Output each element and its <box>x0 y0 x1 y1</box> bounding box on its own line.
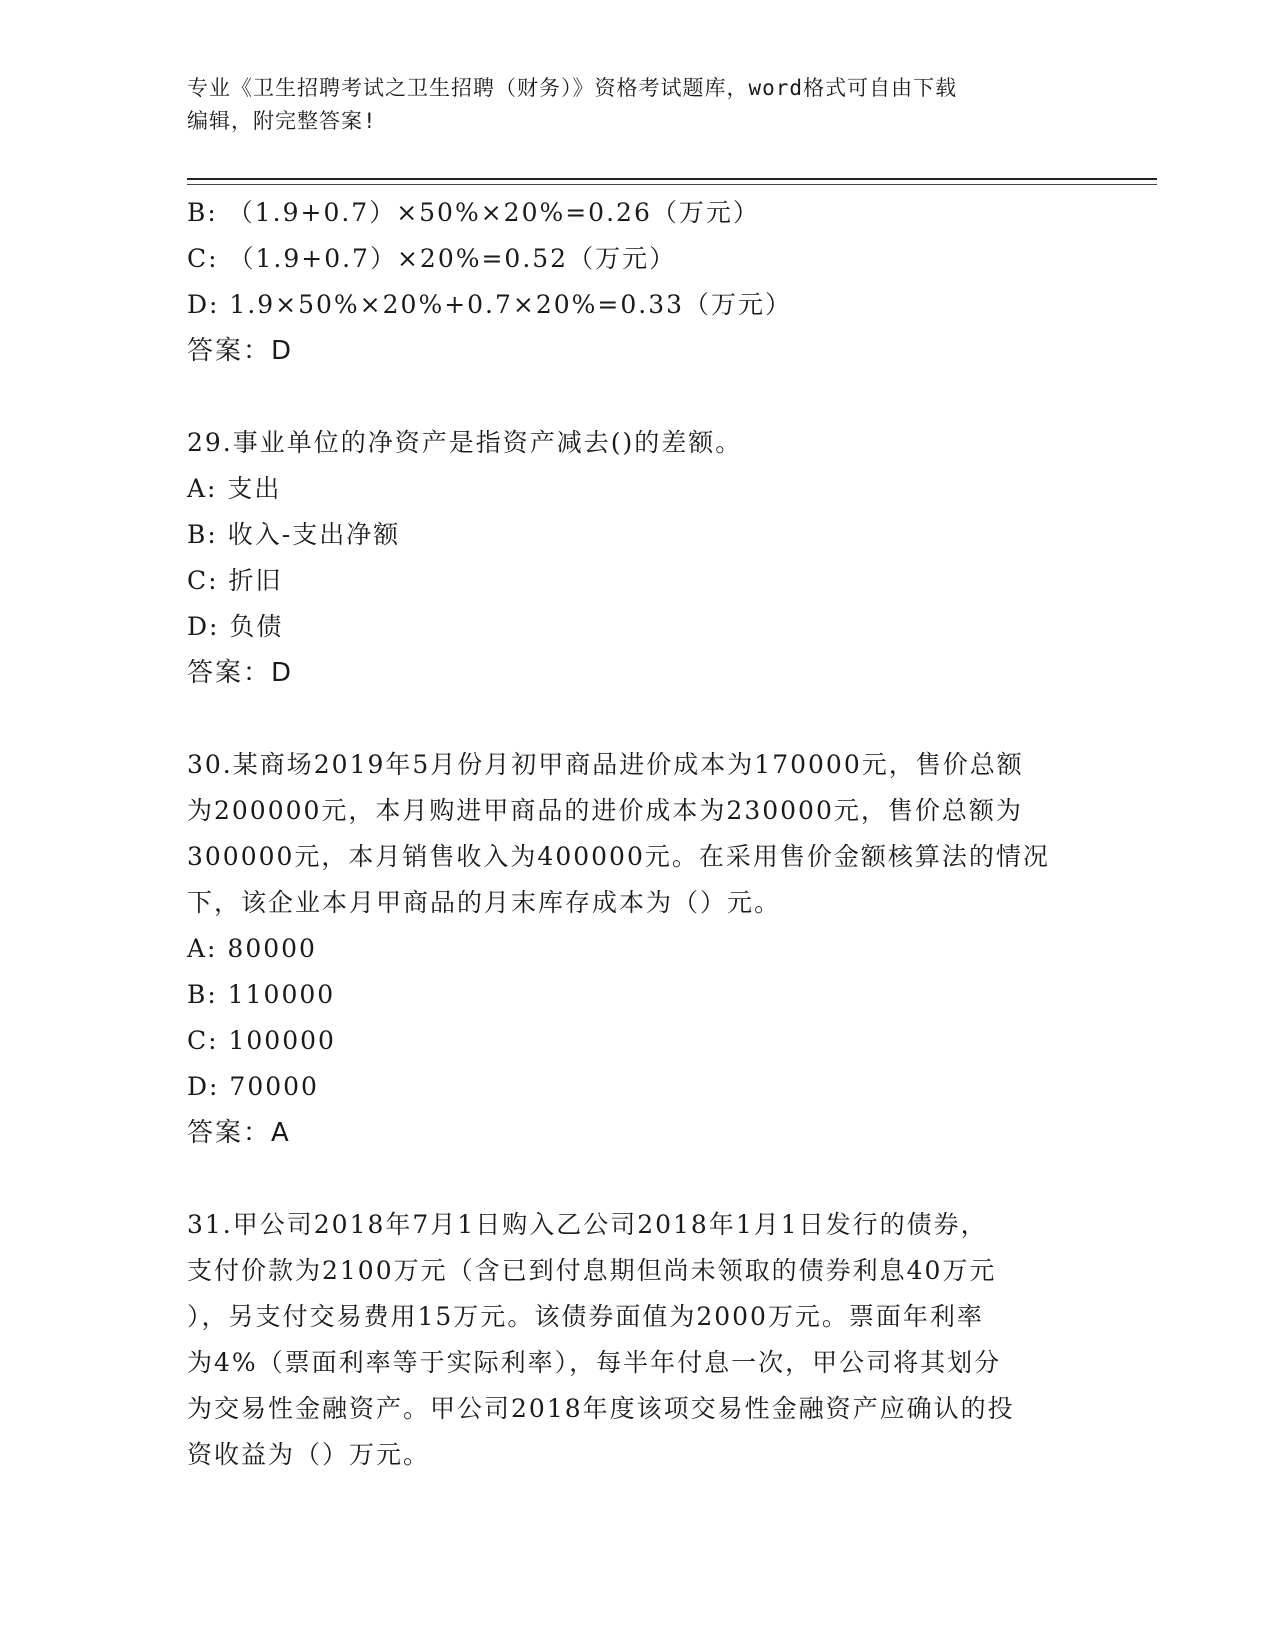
option-c: C: （1.9+0.7）×20%=0.52（万元） <box>187 244 677 273</box>
option-d: D: 负债 <box>187 612 284 641</box>
question-text-line-4: 为4%（票面利率等于实际利率），每半年付息一次，甲公司将其划分 <box>187 1348 1002 1377</box>
question-text-line-1: 30.某商场2019年5月份月初甲商品进价成本为170000元，售价总额 <box>187 750 1024 779</box>
option-d: D: 70000 <box>187 1072 319 1101</box>
answer-line: 答案：A <box>187 1118 291 1148</box>
header-divider-thin <box>187 184 1157 185</box>
question-28-continued <box>187 190 1087 374</box>
question-text-line-5: 为交易性金融资产。甲公司2018年度该项交易性金融资产应确认的投 <box>187 1394 1015 1423</box>
answer-line: 答案：D <box>187 658 294 688</box>
question-text-line-6: 资收益为（）万元。 <box>187 1440 431 1469</box>
option-a: A: 80000 <box>187 934 317 963</box>
question-text-line-3: 300000元，本月销售收入为400000元。在采用售价金额核算法的情况 <box>187 842 1050 871</box>
question-text-line-2: 为200000元，本月购进甲商品的进价成本为230000元，售价总额为 <box>187 796 1023 825</box>
question-text-line-2: 支付价款为2100万元（含已到付息期但尚未领取的债券利息40万元 <box>187 1256 997 1285</box>
header-line-1: 专业《卫生招聘考试之卫生招聘（财务）》资格考试题库，word格式可自由下载 <box>187 76 958 100</box>
question-31 <box>187 1202 1087 1478</box>
question-30 <box>187 742 1087 1156</box>
document-header <box>187 72 1087 138</box>
option-a: A: 支出 <box>187 474 282 503</box>
header-divider-thick <box>187 178 1157 180</box>
question-text: 29.事业单位的净资产是指资产减去()的差额。 <box>187 428 743 457</box>
option-b: B: 收入-支出净额 <box>187 520 401 549</box>
document-body <box>187 190 1087 1478</box>
option-c: C: 折旧 <box>187 566 283 595</box>
question-text-line-4: 下，该企业本月甲商品的月末库存成本为（）元。 <box>187 888 782 917</box>
question-29 <box>187 420 1087 696</box>
option-b: B: 110000 <box>187 980 336 1009</box>
question-text-line-3: ），另支付交易费用15万元。该债券面值为2000万元。票面年利率 <box>187 1302 984 1331</box>
option-d: D: 1.9×50%×20%+0.7×20%=0.33（万元） <box>187 290 793 319</box>
header-line-2: 编辑，附完整答案! <box>187 109 377 133</box>
answer-line: 答案：D <box>187 336 294 366</box>
question-text-line-1: 31.甲公司2018年7月1日购入乙公司2018年1月1日发行的债券， <box>187 1210 988 1239</box>
option-c: C: 100000 <box>187 1026 336 1055</box>
option-b: B: （1.9+0.7）×50%×20%=0.26（万元） <box>187 198 760 227</box>
